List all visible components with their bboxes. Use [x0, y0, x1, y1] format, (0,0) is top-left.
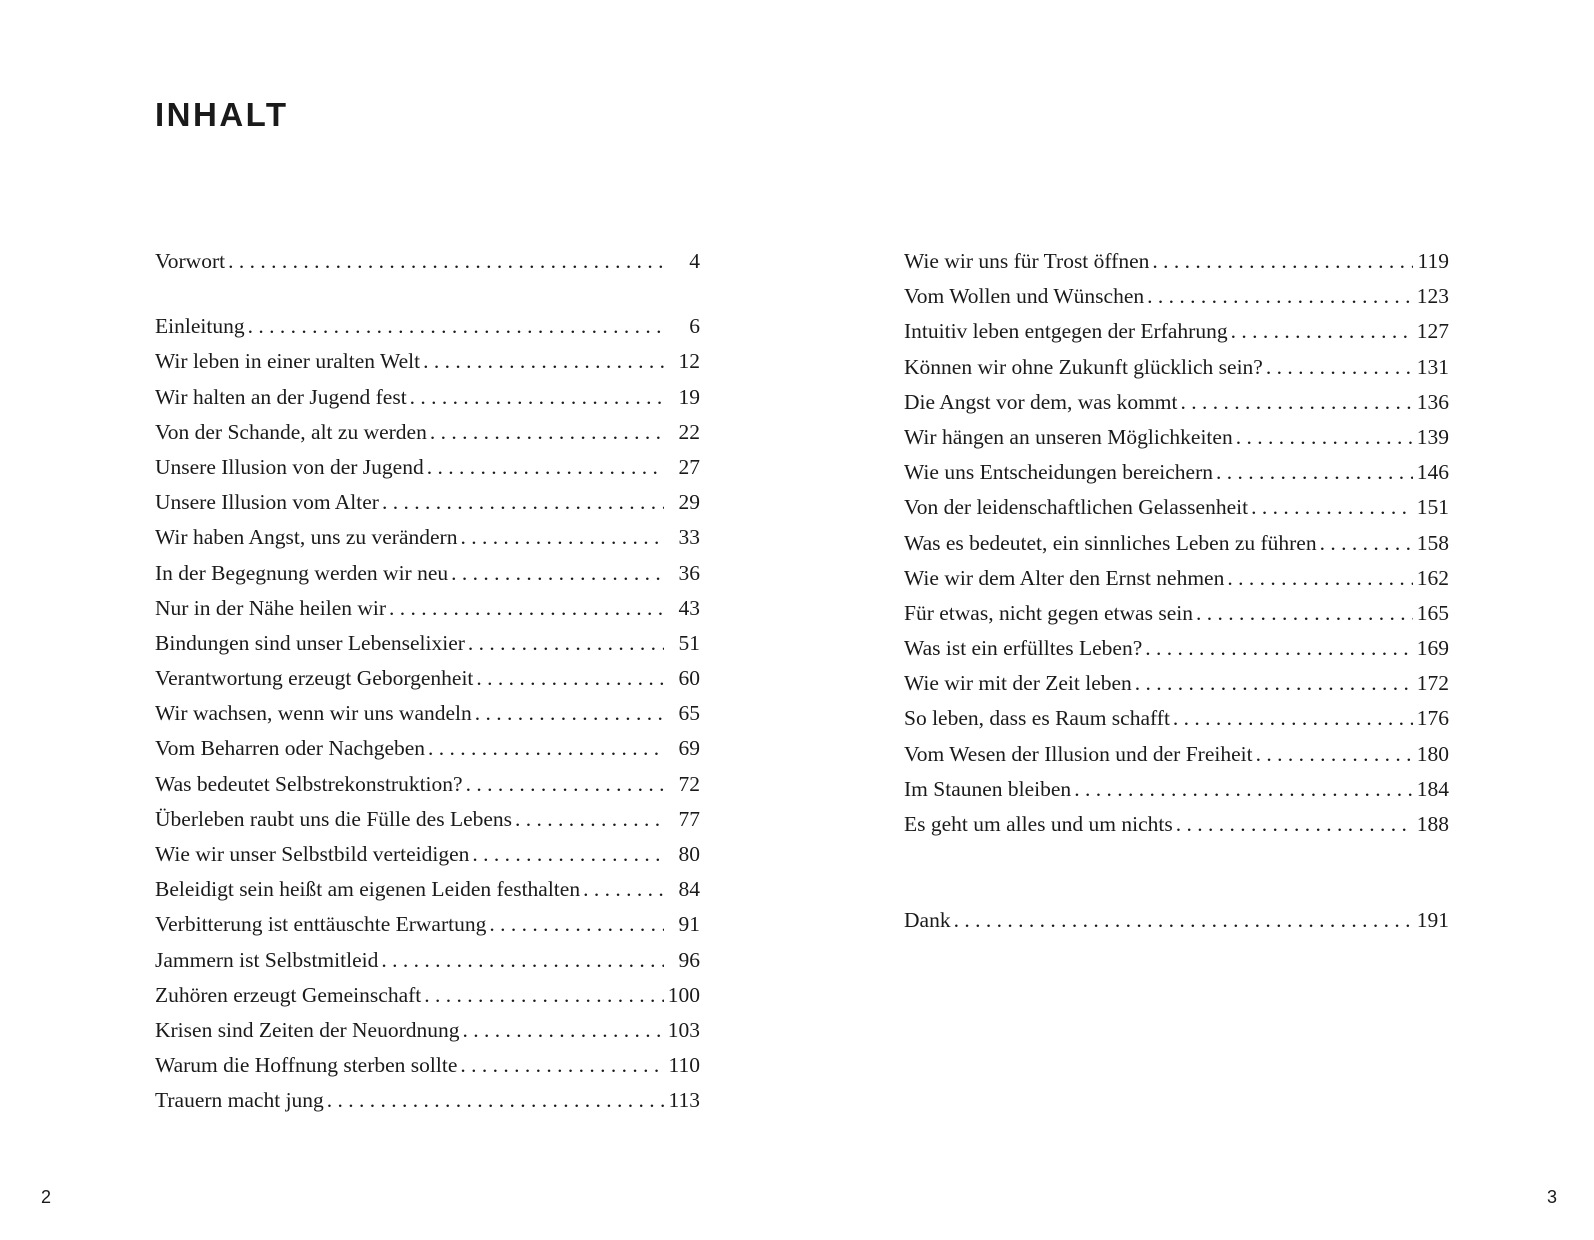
- toc-entry-page: 84: [678, 877, 700, 902]
- toc-entry-title: Beleidigt sein heißt am eigenen Leiden festhalten: [155, 877, 581, 902]
- toc-entry-title: Wir halten an der Jugend fest: [155, 384, 407, 409]
- toc-entry: [904, 636, 1449, 671]
- toc-right-column: [904, 249, 1449, 943]
- toc-entry-thanks: [904, 908, 1449, 943]
- toc-entry-page: 110: [668, 1053, 700, 1078]
- toc-entry-title: Unsere Illusion vom Alter: [155, 490, 379, 515]
- toc-entry-page: 33: [678, 525, 700, 550]
- toc-entry-title: Krisen sind Zeiten der Neuordnung: [155, 1017, 460, 1042]
- dot-leader: [954, 908, 1413, 933]
- toc-entry-page: 158: [1416, 530, 1449, 555]
- dot-leader: [381, 948, 664, 973]
- toc-entry-title: Können wir ohne Zukunft glücklich sein?: [904, 354, 1263, 379]
- toc-entry: [155, 842, 700, 877]
- toc-entry-title: Jammern ist Selbstmitleid: [155, 947, 379, 972]
- dot-leader: [460, 1053, 664, 1078]
- toc-entry-title: Was bedeutet Selbstrekonstruktion?: [155, 771, 463, 796]
- toc-entry-title: Dank: [904, 908, 951, 933]
- dot-leader: [515, 807, 664, 832]
- dot-leader: [382, 490, 664, 515]
- dot-leader: [389, 596, 664, 621]
- toc-entry: [155, 736, 700, 771]
- dot-leader: [1227, 566, 1413, 591]
- dot-leader: [1173, 706, 1413, 731]
- toc-entry: [155, 948, 700, 983]
- toc-entry-title: Einleitung: [155, 314, 245, 339]
- page-number-right: 3: [1547, 1187, 1558, 1207]
- dot-leader: [460, 525, 664, 550]
- dot-leader: [1147, 284, 1413, 309]
- toc-entry-page: 165: [1416, 600, 1449, 625]
- dot-leader: [428, 736, 664, 761]
- dot-leader: [228, 249, 664, 274]
- toc-entry: [904, 460, 1449, 495]
- toc-entry-title: Zuhören erzeugt Gemeinschaft: [155, 982, 422, 1007]
- toc-entry-title: Verbitterung ist enttäuschte Erwartung: [155, 912, 487, 937]
- dot-leader: [1266, 355, 1413, 380]
- toc-entry-title: Wie wir dem Alter den Ernst nehmen: [904, 565, 1225, 590]
- toc-entry-title: So leben, dass es Raum schafft: [904, 706, 1170, 731]
- toc-entry: [904, 777, 1449, 812]
- toc-entry-title: Bindungen sind unser Lebenselixier: [155, 630, 465, 655]
- toc-entry-page: 169: [1416, 636, 1449, 661]
- toc-entry-page: 29: [678, 490, 700, 515]
- toc-entry-title: Vorwort: [155, 249, 226, 273]
- toc-entry: [904, 742, 1449, 777]
- toc-entry: [904, 319, 1449, 354]
- toc-left-entries: [155, 314, 700, 1123]
- dot-leader: [475, 701, 664, 726]
- dot-leader: [423, 349, 664, 374]
- dot-leader: [410, 385, 664, 410]
- toc-entry-title: Wir wachsen, wenn wir uns wandeln: [155, 701, 472, 726]
- toc-entry-page: 176: [1416, 706, 1449, 731]
- toc-entry-title: Wie uns Entscheidungen bereichern: [904, 460, 1213, 485]
- dot-leader: [463, 1018, 664, 1043]
- toc-entry-title: Von der Schande, alt zu werden: [155, 419, 427, 444]
- toc-entry: [155, 420, 700, 455]
- toc-entry: [155, 385, 700, 420]
- toc-entry: [904, 355, 1449, 390]
- toc-entry-title: Es geht um alles und um nichts: [904, 812, 1173, 836]
- section-gap: [904, 847, 1449, 908]
- toc-entry-title: Verantwortung erzeugt Geborgenheit: [155, 666, 474, 691]
- toc-entry-page: 131: [1416, 354, 1449, 379]
- toc-entry: [904, 249, 1449, 284]
- page-number-left: 2: [41, 1187, 52, 1207]
- toc-entry: [155, 349, 700, 384]
- toc-entry-title: Was ist ein erfülltes Leben?: [904, 636, 1143, 661]
- toc-left-column: [155, 249, 700, 1124]
- toc-entry-page: 69: [678, 736, 700, 761]
- toc-entry: [904, 812, 1449, 847]
- toc-entry-page: 103: [667, 1017, 700, 1042]
- toc-entry-page: 43: [678, 595, 700, 620]
- toc-entry: [155, 1088, 700, 1123]
- toc-entry: [904, 390, 1449, 425]
- dot-leader: [1074, 777, 1413, 802]
- toc-right-entries: [904, 249, 1449, 847]
- toc-entry: [155, 1018, 700, 1053]
- dot-leader: [583, 877, 664, 902]
- toc-entry-page: 136: [1416, 389, 1449, 414]
- toc-entry: [904, 531, 1449, 566]
- dot-leader: [451, 561, 664, 586]
- dot-leader: [472, 842, 664, 867]
- toc-entry-page: 77: [678, 806, 700, 831]
- toc-entry: [155, 314, 700, 349]
- dot-leader: [1196, 601, 1413, 626]
- dot-leader: [1135, 671, 1413, 696]
- dot-leader: [489, 912, 664, 937]
- toc-entry-title: Trauern macht jung: [155, 1088, 324, 1113]
- dot-leader: [1256, 742, 1413, 767]
- toc-entry-title: Vom Wollen und Wünschen: [904, 284, 1145, 309]
- toc-entry-title: Die Angst vor dem, was kommt: [904, 389, 1178, 414]
- toc-entry-page: 22: [678, 419, 700, 444]
- toc-entry-page: 184: [1416, 776, 1449, 801]
- toc-entry: [904, 671, 1449, 706]
- toc-entry: [155, 455, 700, 490]
- toc-entry-page: 151: [1416, 495, 1449, 520]
- toc-entry-title: Für etwas, nicht gegen etwas sein: [904, 600, 1193, 625]
- toc-entry-page: 60: [678, 666, 700, 691]
- toc-entry-title: Was es bedeutet, ein sinnliches Leben zu führen: [904, 530, 1317, 555]
- toc-entry: [155, 561, 700, 596]
- toc-entry: [904, 425, 1449, 460]
- toc-entry-page: 4: [689, 249, 700, 273]
- toc-entry-page: 188: [1416, 812, 1449, 836]
- dot-leader: [327, 1088, 664, 1113]
- dot-leader: [1176, 812, 1413, 837]
- page-title: INHALT: [155, 96, 289, 133]
- toc-entry-page: 27: [678, 454, 700, 479]
- toc-entry-page: 113: [668, 1088, 700, 1113]
- toc-entry-page: 72: [678, 771, 700, 796]
- toc-entry-title: Wir hängen an unseren Möglichkeiten: [904, 424, 1233, 449]
- section-gap: [155, 284, 700, 314]
- dot-leader: [468, 631, 664, 656]
- toc-entry: [155, 1053, 700, 1088]
- toc-entry-page: 12: [678, 349, 700, 374]
- dot-leader: [1236, 425, 1413, 450]
- toc-entry-page: 19: [678, 384, 700, 409]
- toc-entry-page: 65: [678, 701, 700, 726]
- toc-entry: [904, 601, 1449, 636]
- toc-entry: [904, 566, 1449, 601]
- dot-leader: [427, 455, 664, 480]
- toc-entry-page: 96: [678, 947, 700, 972]
- toc-entry: [155, 701, 700, 736]
- toc-entry-page: 123: [1416, 284, 1449, 309]
- toc-entry: [155, 983, 700, 1018]
- dot-leader: [466, 772, 664, 797]
- dot-leader: [248, 314, 664, 339]
- toc-entry-page: 127: [1416, 319, 1449, 344]
- dot-leader: [1320, 531, 1413, 556]
- toc-entry-page: 119: [1417, 249, 1449, 273]
- toc-entry: [155, 525, 700, 560]
- toc-entry-page: 172: [1416, 671, 1449, 696]
- toc-entry-title: Wir haben Angst, uns zu verändern: [155, 525, 458, 550]
- toc-entry: [155, 912, 700, 947]
- dot-leader: [424, 983, 664, 1008]
- toc-entry-page: 36: [678, 560, 700, 585]
- toc-entry-page: 191: [1416, 908, 1449, 933]
- toc-entry: [155, 877, 700, 912]
- toc-entry-page: 162: [1416, 565, 1449, 590]
- toc-entry-title: Wir leben in einer uralten Welt: [155, 349, 421, 374]
- toc-entry-title: Vom Wesen der Illusion und der Freiheit: [904, 741, 1253, 766]
- dot-leader: [476, 666, 664, 691]
- toc-entry: [155, 807, 700, 842]
- toc-entry-page: 91: [678, 912, 700, 937]
- toc-entry-title: Intuitiv leben entgegen der Erfahrung: [904, 319, 1228, 344]
- toc-entry-title: Wie wir unser Selbstbild verteidigen: [155, 842, 470, 866]
- dot-leader: [1181, 390, 1413, 415]
- toc-entry-page: 80: [678, 842, 700, 866]
- toc-entry-title: Wie wir mit der Zeit leben: [904, 671, 1132, 696]
- toc-entry: [155, 631, 700, 666]
- toc-entry-page: 180: [1416, 741, 1449, 766]
- dot-leader: [1145, 636, 1413, 661]
- toc-entry-title: Wie wir uns für Trost öffnen: [904, 249, 1150, 273]
- toc-entry: [904, 706, 1449, 741]
- toc-entry: [155, 666, 700, 701]
- dot-leader: [1231, 319, 1413, 344]
- dot-leader: [1216, 460, 1413, 485]
- toc-entry-title: Im Staunen bleiben: [904, 776, 1072, 801]
- toc-entry: [155, 596, 700, 631]
- toc-entry-title: Warum die Hoffnung sterben sollte: [155, 1053, 458, 1078]
- toc-entry-page: 51: [678, 630, 700, 655]
- toc-entry: [155, 772, 700, 807]
- toc-entry-title: Nur in der Nähe heilen wir: [155, 595, 387, 620]
- toc-entry-page: 139: [1416, 424, 1449, 449]
- toc-entry: [155, 490, 700, 525]
- toc-entry-title: In der Begegnung werden wir neu: [155, 560, 449, 585]
- toc-entry-title: Unsere Illusion von der Jugend: [155, 454, 424, 479]
- toc-entry-page: 146: [1416, 460, 1449, 485]
- toc-entry-title: Von der leidenschaftlichen Gelassenheit: [904, 495, 1249, 520]
- toc-entry-preface: [155, 249, 700, 284]
- toc-entry: [904, 284, 1449, 319]
- toc-entry-page: 6: [689, 314, 700, 339]
- toc-entry-page: 100: [667, 982, 700, 1007]
- dot-leader: [1152, 249, 1413, 274]
- toc-entry-title: Vom Beharren oder Nachgeben: [155, 736, 426, 761]
- toc-entry: [904, 495, 1449, 530]
- dot-leader: [430, 420, 664, 445]
- toc-entry-title: Überleben raubt uns die Fülle des Lebens: [155, 806, 513, 831]
- dot-leader: [1251, 495, 1413, 520]
